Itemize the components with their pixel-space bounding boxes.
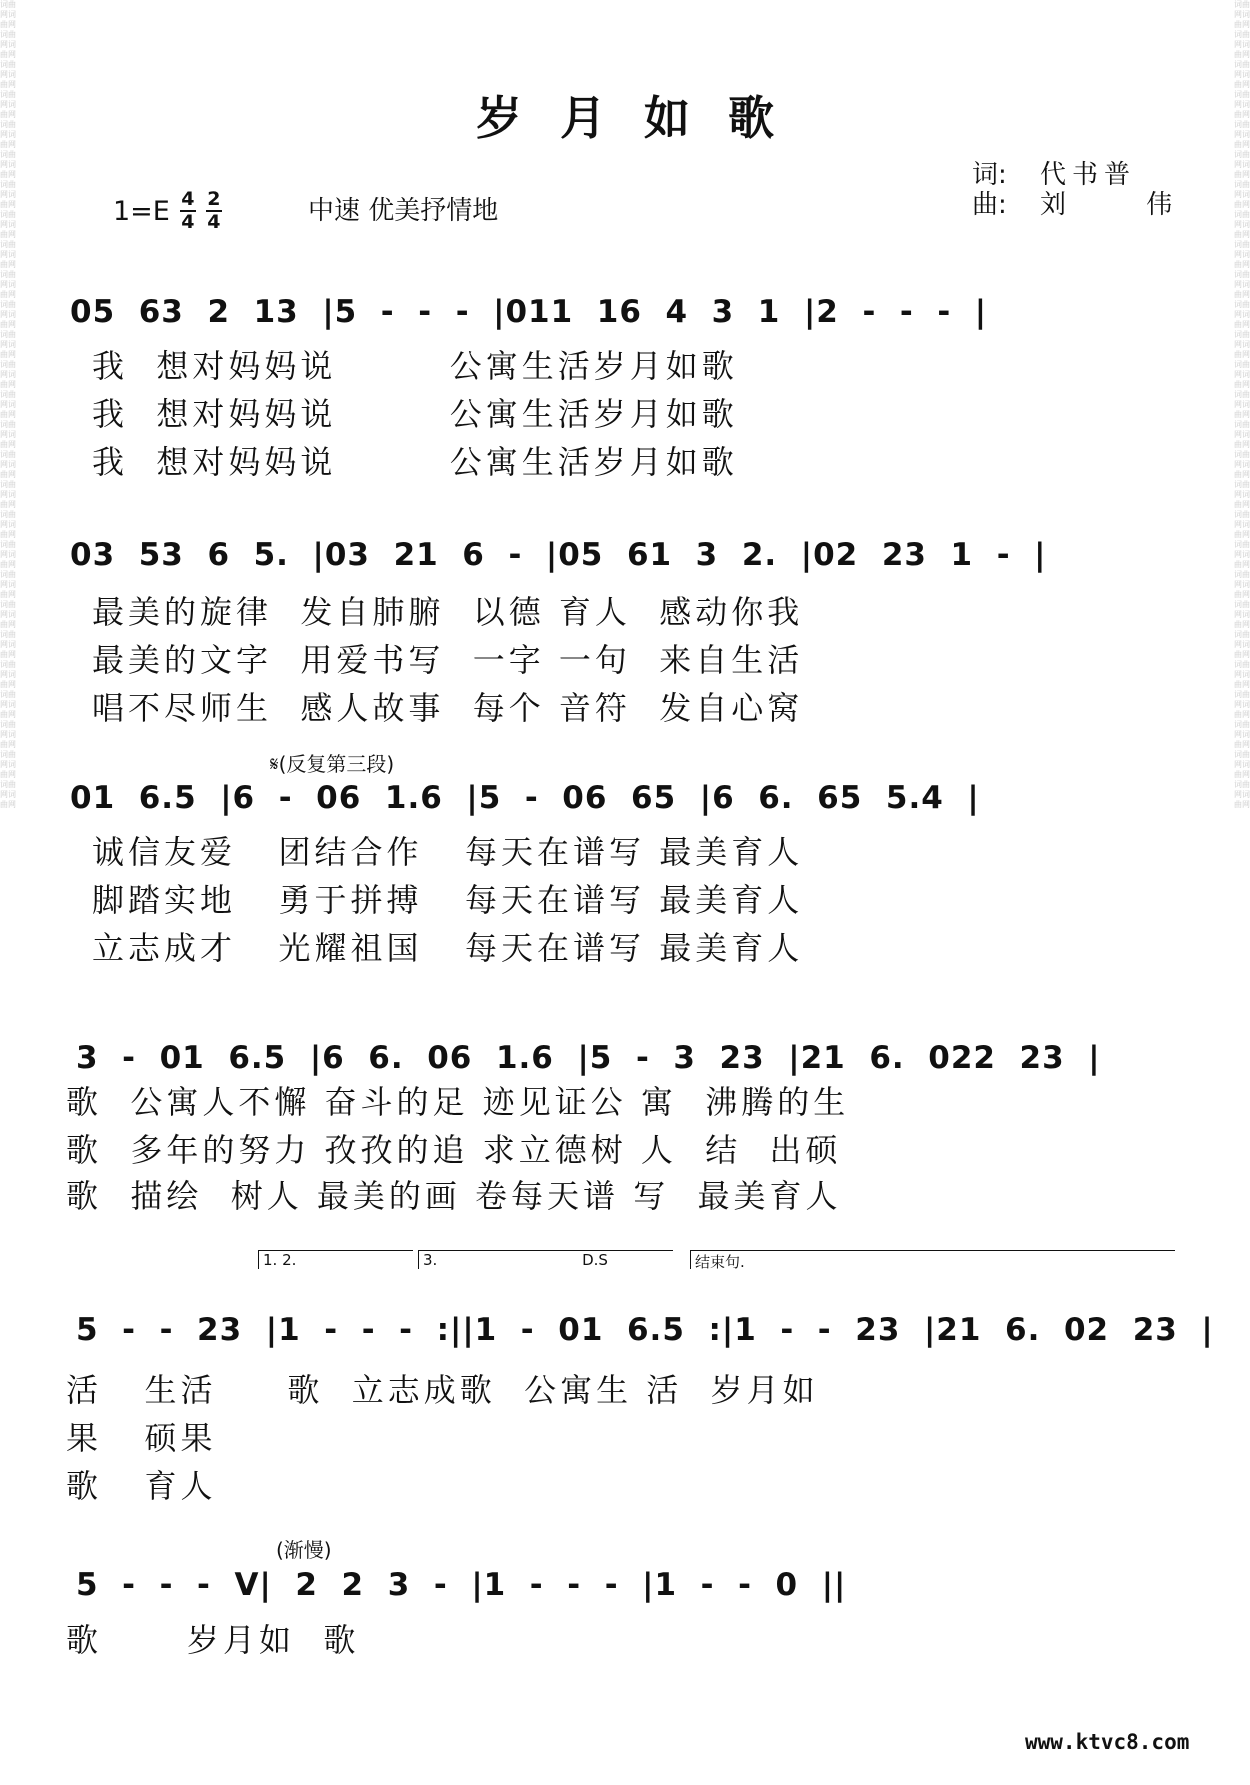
lyric-line-4-2: 歌 多年的努力 孜孜的追 求立德树 人 结 出硕 (66, 1131, 842, 1169)
lyric-line-3-2: 脚踏实地 勇于拼搏 每天在谱写 最美育人 (92, 881, 804, 919)
time2-bottom: 4 (207, 211, 221, 233)
website-watermark: www.ktvc8.com (1025, 1730, 1190, 1754)
ending-bracket-3: 3. D.S (418, 1250, 673, 1269)
repeat-annotation: (反复第三段) (278, 752, 395, 776)
credits (972, 160, 1208, 220)
lyric-line-5-3: 歌 育人 (66, 1467, 217, 1505)
composer-label: 曲: (972, 190, 1007, 220)
lyric-line-3-3: 立志成才 光耀祖国 每天在谱写 最美育人 (92, 929, 804, 967)
lyric-line-2-3: 唱不尽师生 感人故事 每个 音符 发自心窝 (92, 689, 804, 727)
time-signature-2 (206, 190, 222, 232)
notes-text: 01 6.5 |6 - 06 1.6 |5 - 06 65 |6 6. 65 5.4 | (70, 780, 980, 816)
lyric-line-1-3: 我 想对妈妈说 公寓生活岁月如歌 (92, 443, 738, 481)
notes-text: 05 63 2 13 |5 - - - |011 16 4 3 1 |2 - - - | (70, 294, 988, 330)
lyric-line-1-2: 我 想对妈妈说 公寓生活岁月如歌 (92, 395, 738, 433)
lyric-line-1-1: 我 想对妈妈说 公寓生活岁月如歌 (92, 347, 738, 385)
ending-bracket-1-2: 1. 2. (258, 1250, 413, 1269)
notes-text: 5 - - 23 |1 - - - :||1 - 01 6.5 :|1 - - 23 |21 6. 02 23 | (76, 1312, 1214, 1348)
watermark-strip-right: 词曲网词曲网词曲网词曲网词曲网词曲网词曲网词曲网词曲网词曲网词曲网词曲网词曲网词曲网词曲网词曲网词曲网词曲网词曲网词曲网词曲网词曲网词曲网词曲网词曲网词曲网词曲网词曲网词曲网词曲网词曲网词曲网词曲网词曲网词曲网词曲网词曲网词曲网词曲网词曲网词曲网词曲网词曲网词曲网词曲网词曲网词曲网词曲网词曲网词曲网词曲网词曲网词曲网词曲网 (1234, 0, 1250, 809)
notes-text: 5 - - - V| 2 2 3 - |1 - - - |1 - - 0 || (76, 1567, 847, 1603)
lyric-line-5-1: 活 生活 歌 立志成歌 公寓生 活 岁月如 (66, 1371, 819, 1409)
notes-text: 03 53 6 5. |03 21 6 - |05 61 3 2. |02 23 1 - | (70, 537, 1047, 573)
watermark-strip-left: 词曲网词曲网词曲网词曲网词曲网词曲网词曲网词曲网词曲网词曲网词曲网词曲网词曲网词曲网词曲网词曲网词曲网词曲网词曲网词曲网词曲网词曲网词曲网词曲网词曲网词曲网词曲网词曲网词曲网词曲网词曲网词曲网词曲网词曲网词曲网词曲网词曲网词曲网词曲网词曲网词曲网词曲网词曲网词曲网词曲网词曲网词曲网词曲网词曲网词曲网词曲网词曲网词曲网词曲网 (0, 0, 16, 809)
key-signature (113, 188, 222, 234)
lyric-line-5-2: 果 硕果 (66, 1419, 217, 1457)
time-signature-1 (180, 190, 196, 232)
lyric-line-6-1: 歌 岁月如 歌 (66, 1621, 360, 1659)
song-title: 岁月如歌 (476, 91, 812, 145)
ending-bracket-final: 结束句. (690, 1250, 1175, 1269)
lyric-line-3-1: 诚信友爱 团结合作 每天在谱写 最美育人 (92, 833, 804, 871)
lyricist-label: 词: (972, 160, 1007, 190)
ritardando-annotation: (渐慢) (276, 1538, 332, 1562)
lyric-line-2-2: 最美的文字 用爱书写 一字 一句 来自生活 (92, 641, 804, 679)
lyric-line-2-1: 最美的旋律 发自肺腑 以德 育人 感动你我 (92, 593, 804, 631)
lyric-line-4-3: 歌 描绘 树人 最美的画 卷每天谱 写 最美育人 (66, 1177, 842, 1215)
composer-name: 刘 伟 (1040, 190, 1209, 220)
lyric-line-4-1: 歌 公寓人不懈 奋斗的足 迹见证公 寓 沸腾的生 (66, 1083, 850, 1121)
time1-bottom: 4 (181, 211, 195, 233)
notes-text: 3 - 01 6.5 |6 6. 06 1.6 |5 - 3 23 |21 6. 022 23 | (76, 1040, 1101, 1076)
time2-top: 2 (207, 188, 221, 210)
segno-annotation: 𝄋(反复第三段) (270, 752, 395, 776)
key-prefix: 1=E (113, 195, 170, 227)
tempo-marking: 中速 优美抒情地 (308, 196, 499, 226)
time1-top: 4 (181, 188, 195, 210)
lyricist-name: 代书普 (1040, 160, 1137, 190)
ds-marking: D.S (582, 1251, 608, 1269)
